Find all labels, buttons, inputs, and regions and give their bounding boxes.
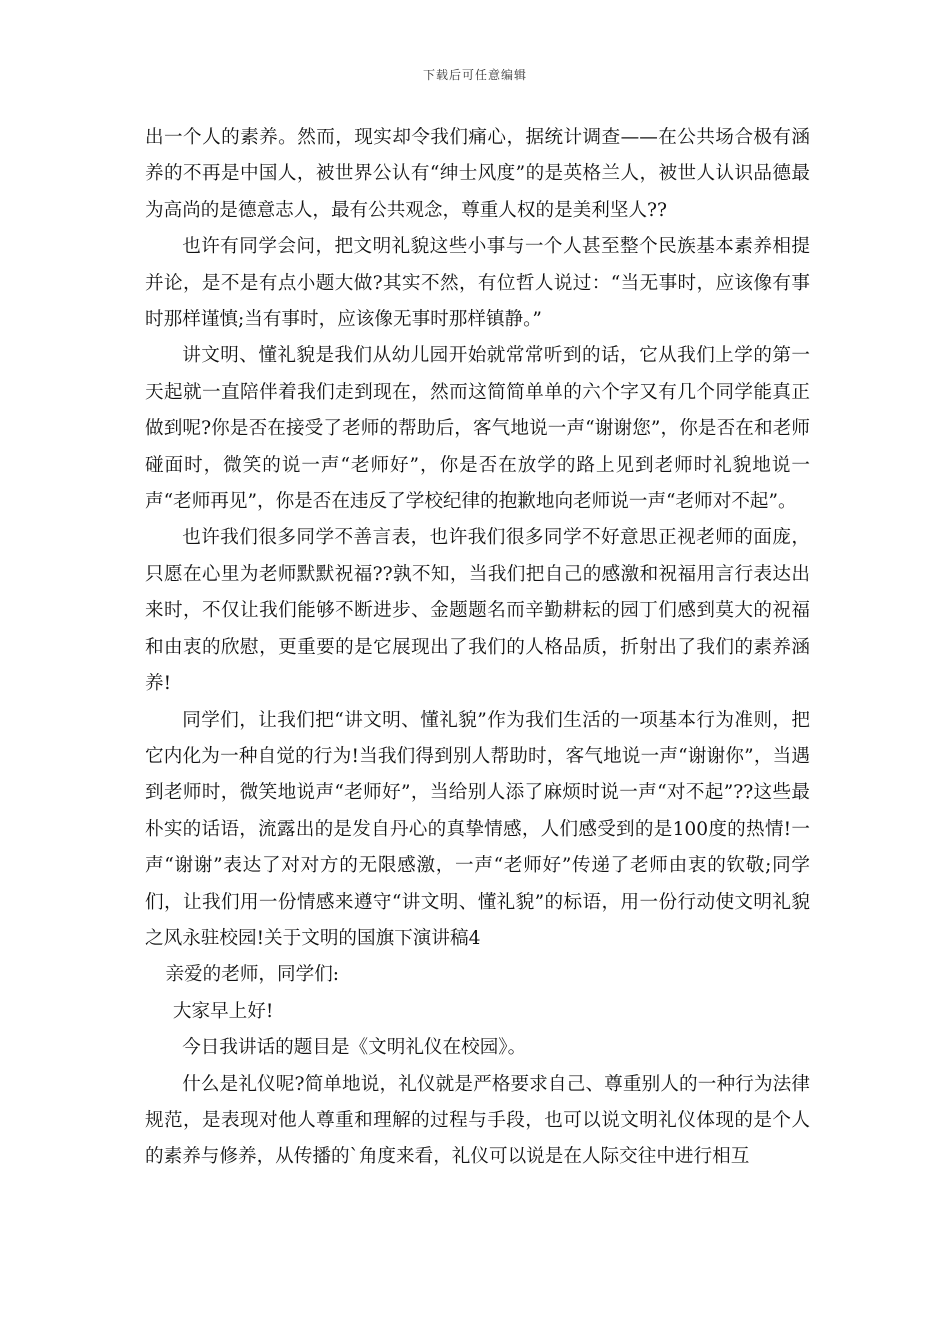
- paragraph-9: 什么是礼仪呢?简单地说，礼仪就是严格要求自己、尊重别人的一种行为法律规范，是表现对他人尊重和理解的过程与手段，也可以说文明礼仪体现的是个人的素养与修养，从传播的`角度来看，礼仪可以说是在人际交往中进行相互: [145, 1073, 810, 1168]
- paragraph-1: 出一个人的素养。然而，现实却令我们痛心，据统计调查——在公共场合极有涵养的不再是中国人，被世界公认有“绅士风度”的是英格兰人，被世人认识品德最为高尚的是德意志人，最有公共观念，尊重人权的是美利坚人??: [145, 127, 810, 221]
- paragraph-3: 讲文明、懂礼貌是我们从幼儿园开始就常常听到的话，它从我们上学的第一天起就一直陪伴着我们走到现在，然而这简简单单的六个字又有几个同学能真正做到呢?你是否在接受了老师的帮助后，客气地说一声“谢谢您”，你是否在和老师碰面时，微笑的说一声“老师好”，你是否在放学的路上见到老师时礼貌地说一声“老师再见”，你是否在违反了学校纪律的抱歉地向老师说一声“老师对不起”。: [145, 345, 810, 513]
- document-body: [145, 120, 810, 1176]
- paragraph-4: 也许我们很多同学不善言表，也许我们很多同学不好意思正视老师的面庞，只愿在心里为老师默默祝福??孰不知，当我们把自己的感激和祝福用言行表达出来时，不仅让我们能够不断进步、金题题名而辛勤耕耘的园丁们感到莫大的祝福和由衷的欣慰，更重要的是它展现出了我们的人格品质，折射出了我们的素养涵养!: [145, 527, 810, 695]
- paragraph-5: 同学们，让我们把“讲文明、懂礼貌”作为我们生活的一项基本行为准则，把它内化为一种自觉的行为!当我们得到别人帮助时，客气地说一声“谢谢你”，当遇到老师时，微笑地说声“老师好”，当给别人添了麻烦时说一声“对不起”??这些最朴实的话语，流露出的是发自丹心的真挚情感，人们感受到的是100度的热情!一声“谢谢”表达了对对方的无限感激，一声“老师好”传递了老师由衷的钦敬;同学们，让我们用一份情感来遵守“讲文明、懂礼貌”的标语，用一份行动使文明礼貌之风永驻校园!关于文明的国旗下演讲稿4: [145, 709, 810, 949]
- speech-topic: 今日我讲话的题目是《文明礼仪在校园》。: [182, 1037, 527, 1059]
- salutation: 亲爱的老师，同学们:: [165, 964, 340, 986]
- paragraph-2: 也许有同学会问，把文明礼貌这些小事与一个人甚至整个民族基本素养相提并论，是不是有点小题大做?其实不然，有位哲人说过：“当无事时，应该像有事时那样谨慎;当有事时，应该像无事时那样镇静。”: [145, 236, 810, 331]
- page-header: 下载后可任意编辑: [422, 68, 527, 82]
- greeting: 大家早上好!: [172, 1000, 274, 1022]
